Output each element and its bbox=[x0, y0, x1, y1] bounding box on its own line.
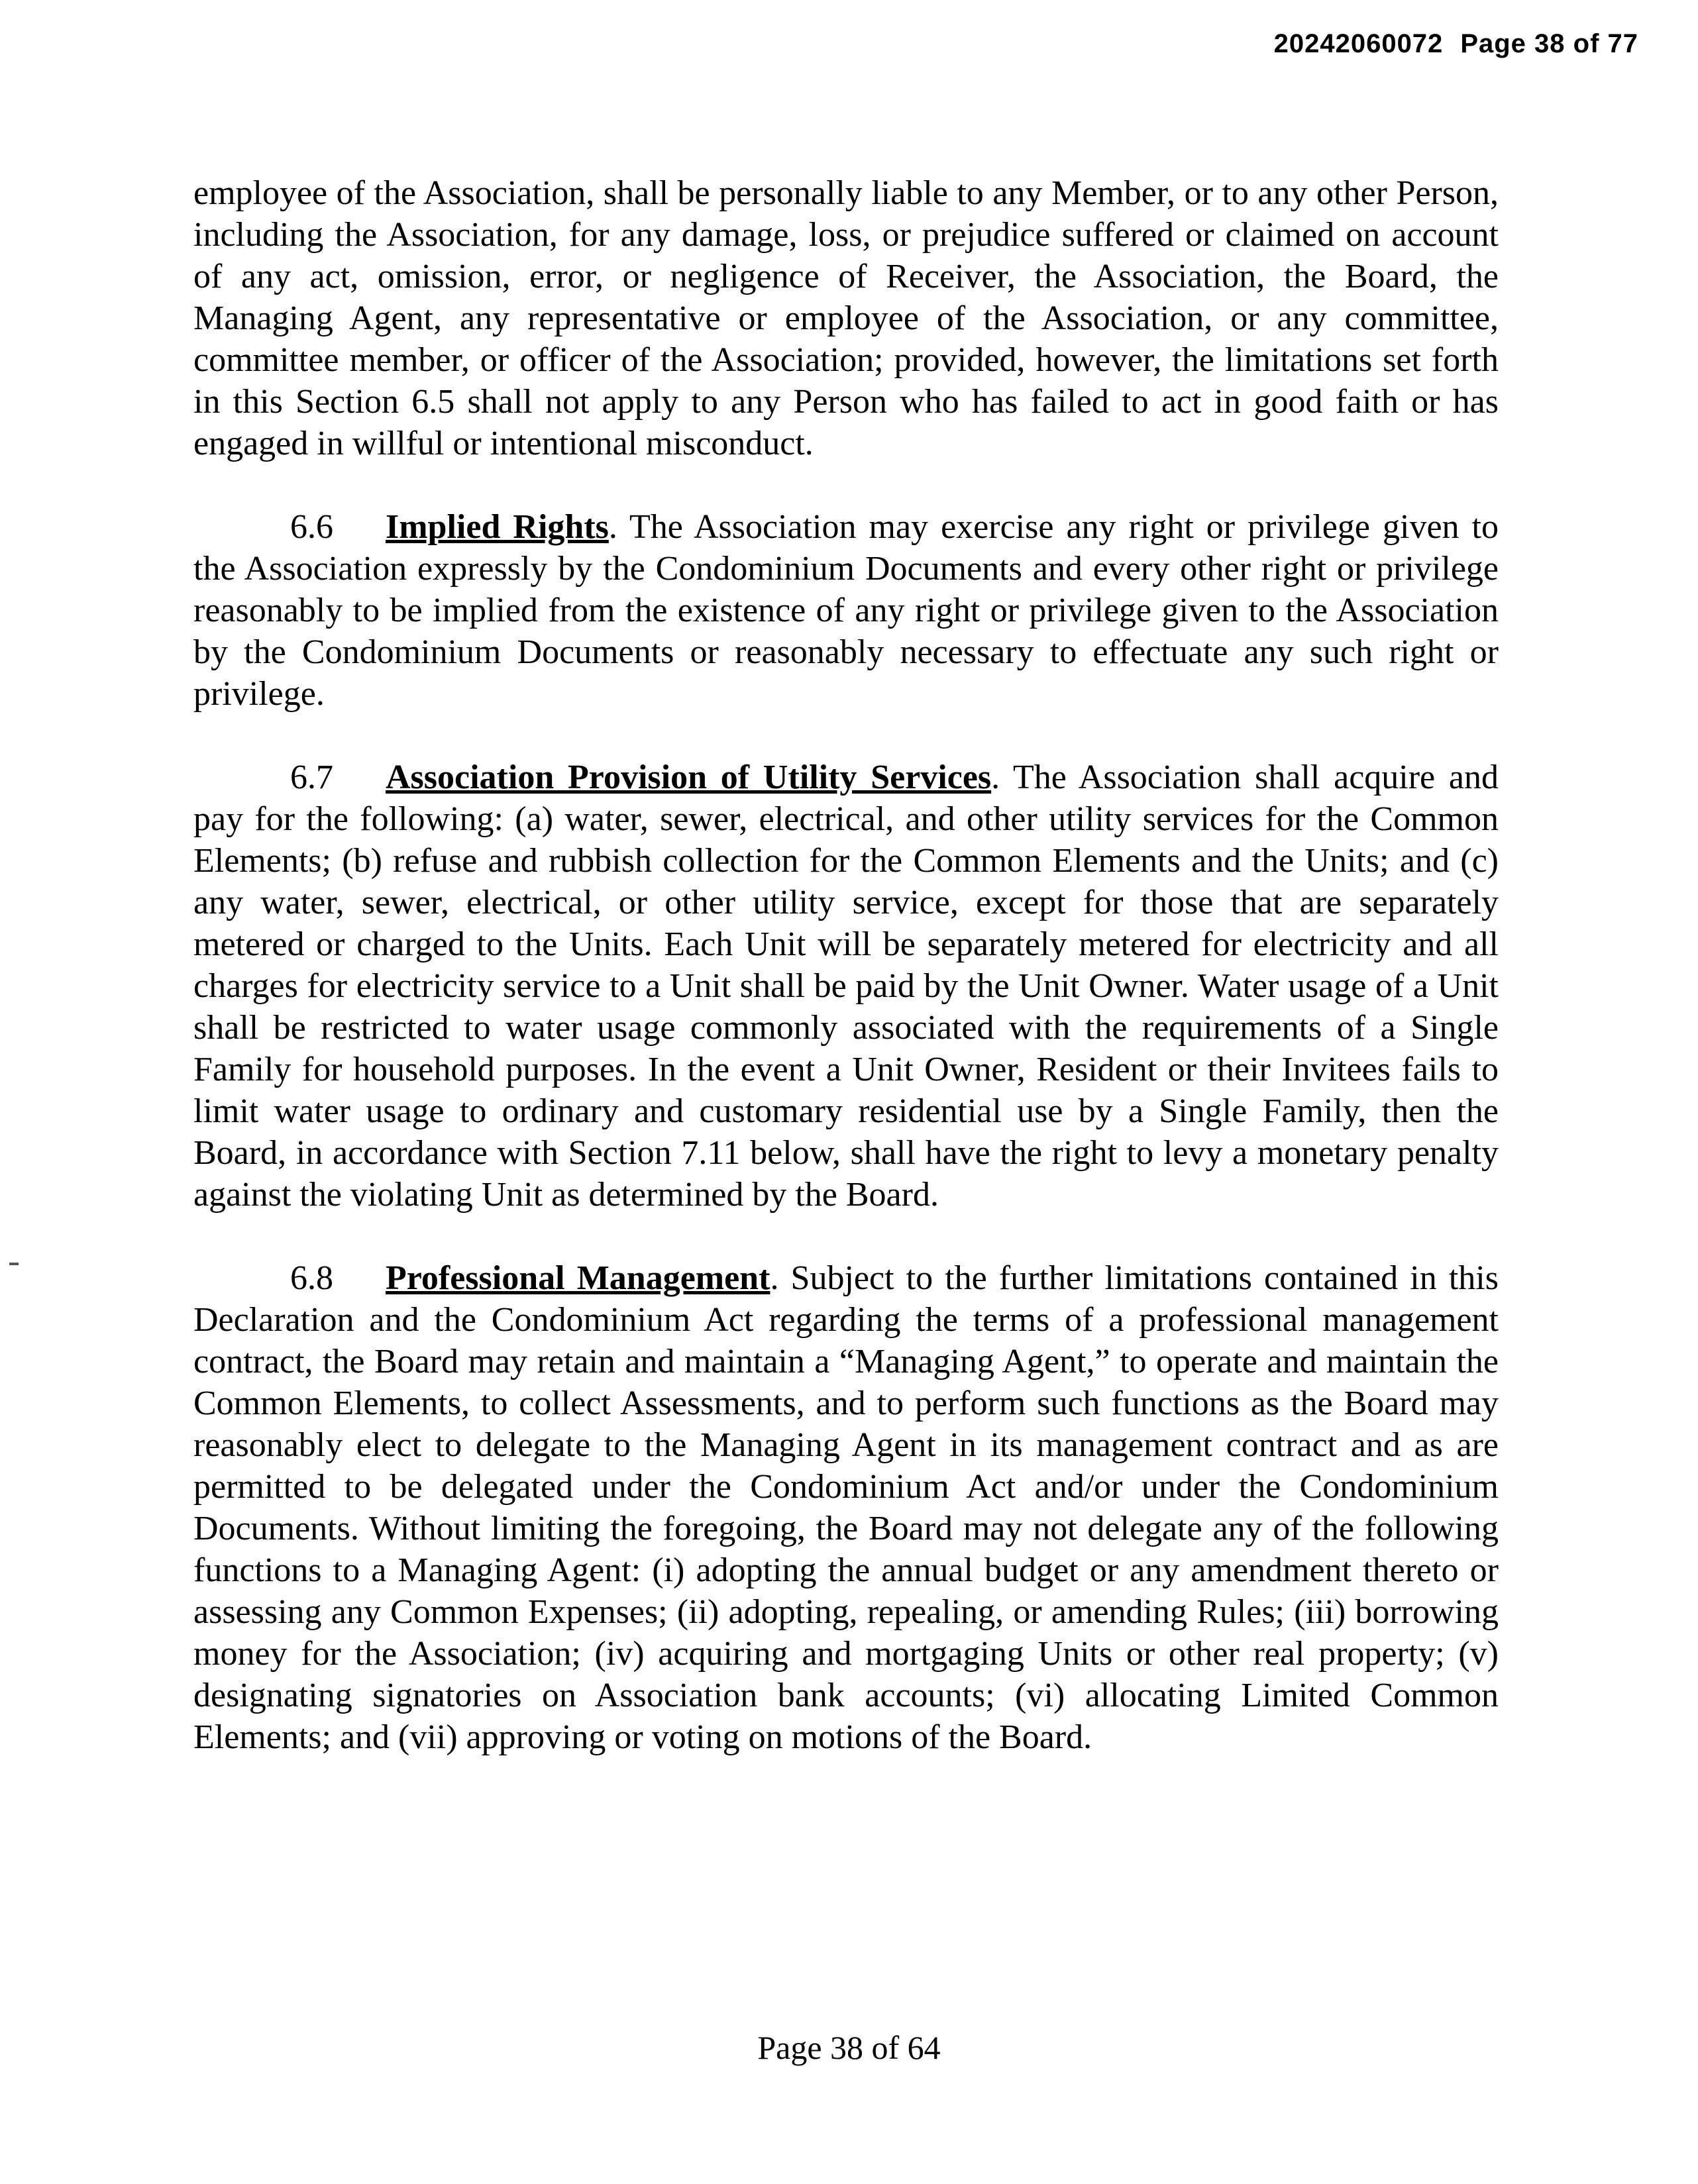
paragraph-text: employee of the Association, shall be personally liable to any Member, or to any other Person, including the Association, for any damage, loss, or prejudice suffered or claimed on account of any act, omission, error, or negligence of Receiver, the Association, the Board, the Managing Agent, any representative or employee of the Association, or any committee, committee member, or officer of the Association; provided, however, the limitations set forth in this Section 6.5 shall not apply to any Person who has failed to act in good faith or has engaged in willful or intentional misconduct. bbox=[193, 174, 1499, 462]
section-text: . The Association may exercise any right or privilege given to the Association expressly by the Condominium Documents and every other right or privilege reasonably to be implied from the existence of any right or privilege given to the Association by the Condominium Documents or reasonably necessary to effectuate any such right or privilege. bbox=[193, 508, 1499, 713]
section-6-7 bbox=[193, 756, 1499, 1216]
section-6-6 bbox=[193, 506, 1499, 715]
section-heading: Professional Management bbox=[386, 1259, 770, 1297]
section-heading: Association Provision of Utility Services bbox=[386, 758, 992, 796]
page-footer: Page 38 of 64 bbox=[757, 2029, 941, 2066]
paragraph-continuation-6-5 bbox=[193, 172, 1499, 464]
section-number: 6.6 bbox=[290, 508, 333, 546]
section-heading: Implied Rights bbox=[386, 508, 609, 546]
section-text: . Subject to the further limitations contained in this Declaration and the Condominium Act regarding the terms of a professional management contract, the Board may retain and maintain a “Managing Agent,” to operate and maintain the Common Elements, to collect Assessments, and to perform such functions as the Board may reasonably elect to delegate to the Managing Agent in its management contract and as are permitted to be delegated under the Condominium Act and/or under the Condominium Documents. Without limiting the foregoing, the Board may not delegate any of the following functions to a Managing Agent: (i) adopting the annual budget or any amendment thereto or assessing any Common Expenses; (ii) adopting, repealing, or amending Rules; (iii) borrowing money for the Association; (iv) acquiring and mortgaging Units or other real property; (v) designating signatories on Association bank accounts; (vi) allocating Limited Common Elements; and (vii) approving or voting on motions of the Board. bbox=[193, 1259, 1499, 1756]
document-number: 20242060072 bbox=[1273, 29, 1444, 58]
section-number: 6.8 bbox=[290, 1259, 333, 1297]
recording-header bbox=[1274, 29, 1638, 59]
recording-page-label: Page 38 of 77 bbox=[1460, 29, 1638, 58]
section-6-8 bbox=[193, 1257, 1499, 1758]
document-body bbox=[193, 172, 1499, 1800]
section-text: . The Association shall acquire and pay for the following: (a) water, sewer, electrical, and other utility services for the Common Elements; (b) refuse and rubbish collection for the Common Elements and the Units; and (c) any water, sewer, electrical, or other utility service, except for those that are separately metered or charged to the Units. Each Unit will be separately metered for electricity and all charges for electricity service to a Unit shall be paid by the Unit Owner. Water usage of a Unit shall be restricted to water usage commonly associated with the requirements of a Single Family for household purposes. In the event a Unit Owner, Resident or their Invitees fails to limit water usage to ordinary and customary residential use by a Single Family, then the Board, in accordance with Section 7.11 below, shall have the right to levy a monetary penalty against the violating Unit as determined by the Board. bbox=[193, 758, 1499, 1214]
section-number: 6.7 bbox=[290, 758, 333, 796]
scan-artifact-mark bbox=[9, 1263, 19, 1265]
